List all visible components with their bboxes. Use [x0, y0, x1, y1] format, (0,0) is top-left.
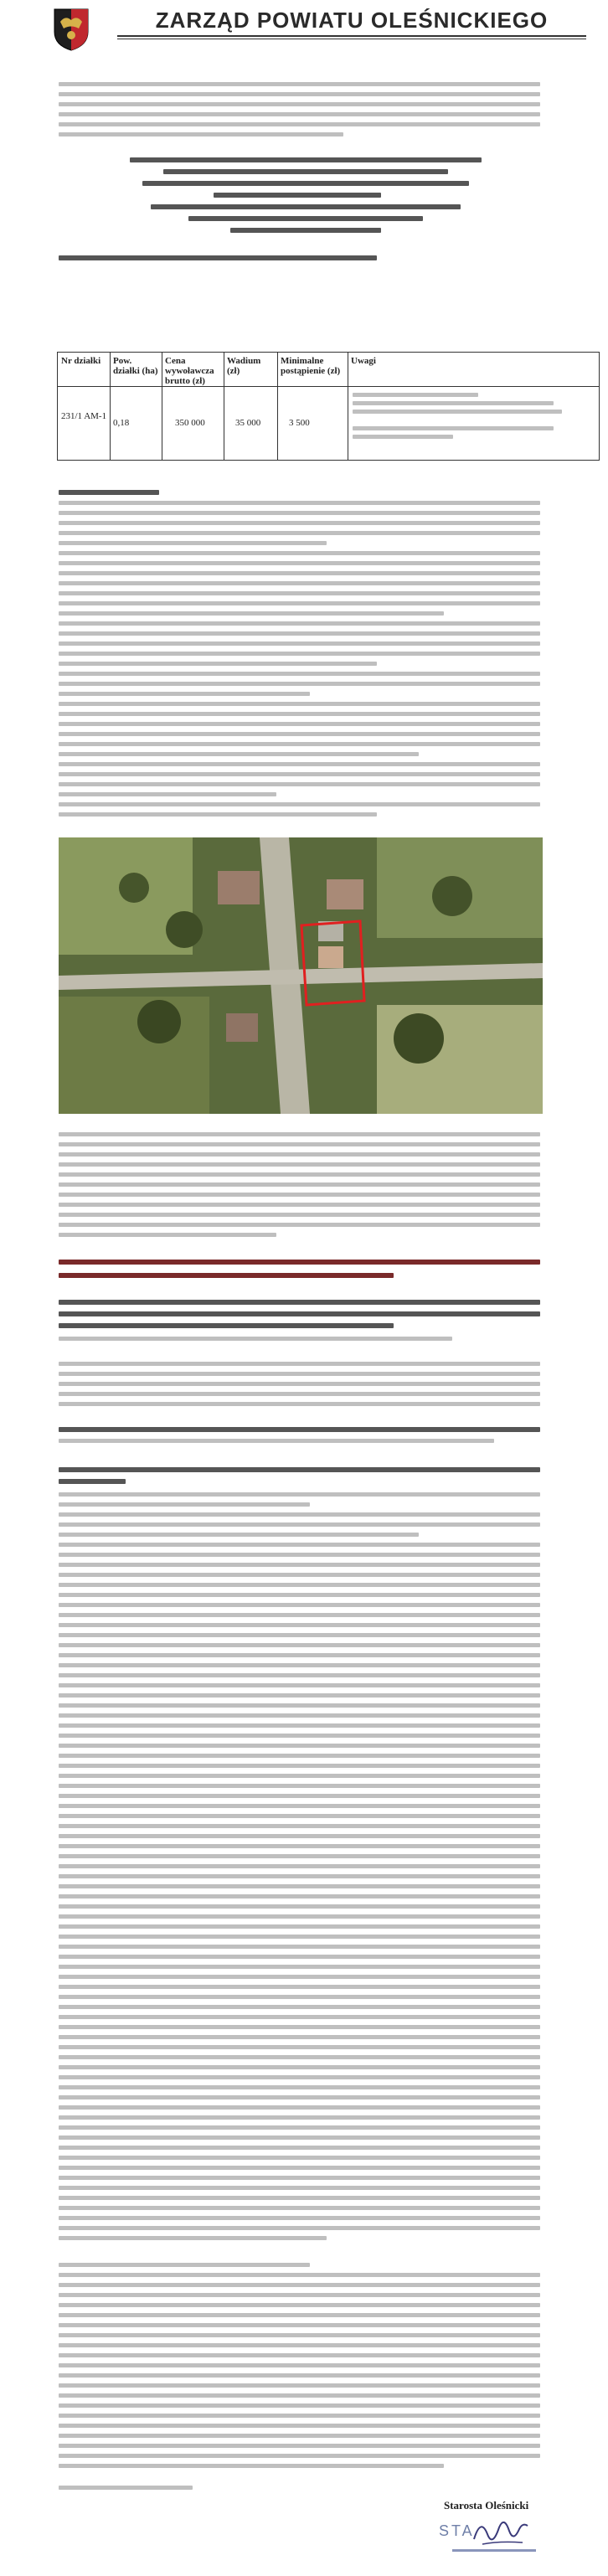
- cell-area: 0,18: [113, 418, 130, 428]
- page-title: ZARZĄD POWIATU OLEŚNICKIEGO: [155, 8, 549, 33]
- signatory-title: Starosta Oleśnicki: [444, 2499, 529, 2512]
- th-deposit: Wadium (zł): [227, 356, 261, 376]
- th-area: Pow. działki (ha): [113, 356, 158, 376]
- cell-price: 350 000: [175, 418, 205, 428]
- cell-parcel-number: 231/1 AM-1: [61, 411, 107, 421]
- aerial-photo: [59, 837, 543, 1114]
- svg-text:STA: STA: [439, 2522, 475, 2539]
- th-remarks: Uwagi: [351, 356, 376, 366]
- cell-increment: 3 500: [289, 418, 310, 428]
- aerial-photo-drawing: [59, 837, 543, 1114]
- th-price: Cena wywoławcza brutto (zł): [165, 356, 214, 386]
- th-increment: Minimalne postąpienie (zł): [281, 356, 341, 376]
- coat-of-arms-icon: [52, 7, 90, 52]
- header-rule: [117, 35, 586, 37]
- signature-stamp: [402, 2514, 561, 2564]
- parcel-table: [57, 352, 600, 461]
- th-parcel-number: Nr działki: [61, 356, 101, 366]
- cell-deposit: 35 000: [235, 418, 261, 428]
